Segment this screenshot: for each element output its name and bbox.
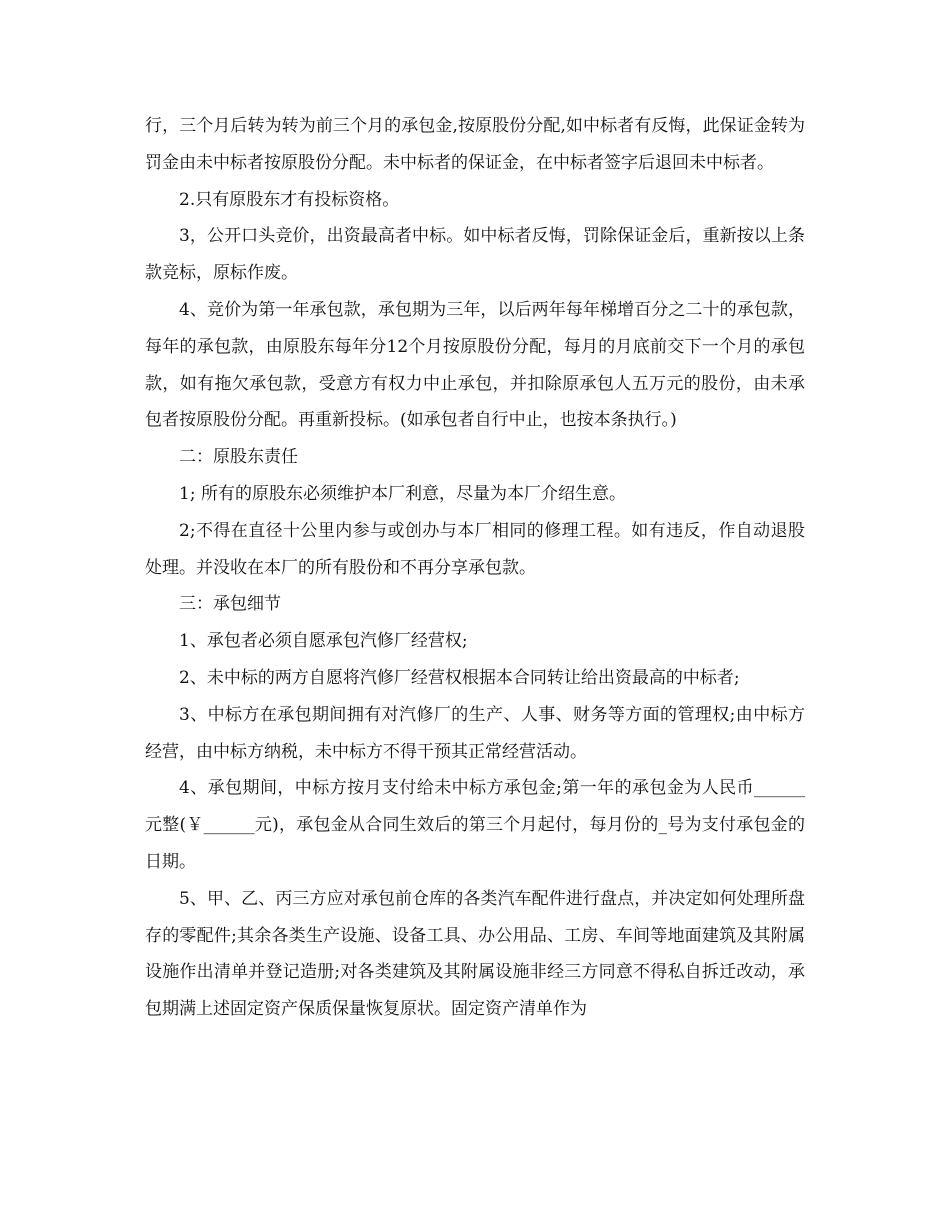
paragraph-1: 行，三个月后转为转为前三个月的承包金,按原股份分配,如中标者有反悔，此保证金转为罚金由未中标者按原股份分配。未中标者的保证金，在中标者签字后退回未中标者。: [145, 116, 805, 173]
paragraph-12: 4、承包期间，中标方按月支付给未中标方承包金;第一年的承包金为人民币______元整(￥______元)，承包金从合同生效后的第三个月起付，每月份的_号为支付承包金的日期。: [145, 778, 805, 872]
section-heading-contract-details: 三：承包细节: [179, 594, 281, 615]
paragraph-2: 2.只有原股东才有投标资格。: [179, 189, 400, 210]
paragraph-10: 2、未中标的两方自愿将汽修厂经营权根据本合同转让给出资最高的中标者;: [179, 667, 740, 688]
paragraph-3: 3，公开口头竞价，出资最高者中标。如中标者反悔，罚除保证金后，重新按以上条款竞标，原标作废。: [145, 226, 805, 284]
paragraph-9: 1、承包者必须自愿承包汽修厂经营权;: [179, 631, 468, 652]
paragraph-7: 2;不得在直径十公里内参与或创办与本厂相同的修理工程。如有违反，作自动退股处理。并没收在本厂的所有股份和不再分享承包款。: [145, 520, 805, 578]
paragraph-11: 3、中标方在承包期间拥有对汽修厂的生产、人事、财务等方面的管理权;由中标方经营，由中标方纳税，未中标方不得干预其正常经营活动。: [145, 704, 805, 762]
document-body: [145, 108, 805, 1028]
paragraph-6: 1; 所有的原股东必须维护本厂利意，尽量为本厂介绍生意。: [179, 483, 626, 504]
paragraph-13: 5、甲、乙、丙三方应对承包前仓库的各类汽车配件进行盘点，并决定如何处理所盘存的零配件;其余各类生产设施、设备工具、办公用品、工房、车间等地面建筑及其附属设施作出清单并登记造册;对各类建筑及其附属设施非经三方同意不得私自拆迁改动，承包期满上述固定资产保质保量恢复原状。固定资产清单作为: [145, 888, 805, 1020]
paragraph-4: 4、竞价为第一年承包款，承包期为三年，以后两年每年梯增百分之二十的承包款，每年的承包款，由原股东每年分12个月按原股份分配，每月的月底前交下一个月的承包款，如有拖欠承包款，受意方有权力中止承包，并扣除原承包人五万元的股份，由未承包者按原股份分配。再重新投标。(如承包者自行中止，也按本条执行。): [145, 299, 805, 431]
section-heading-shareholder-duty: 二：原股东责任: [179, 447, 298, 468]
